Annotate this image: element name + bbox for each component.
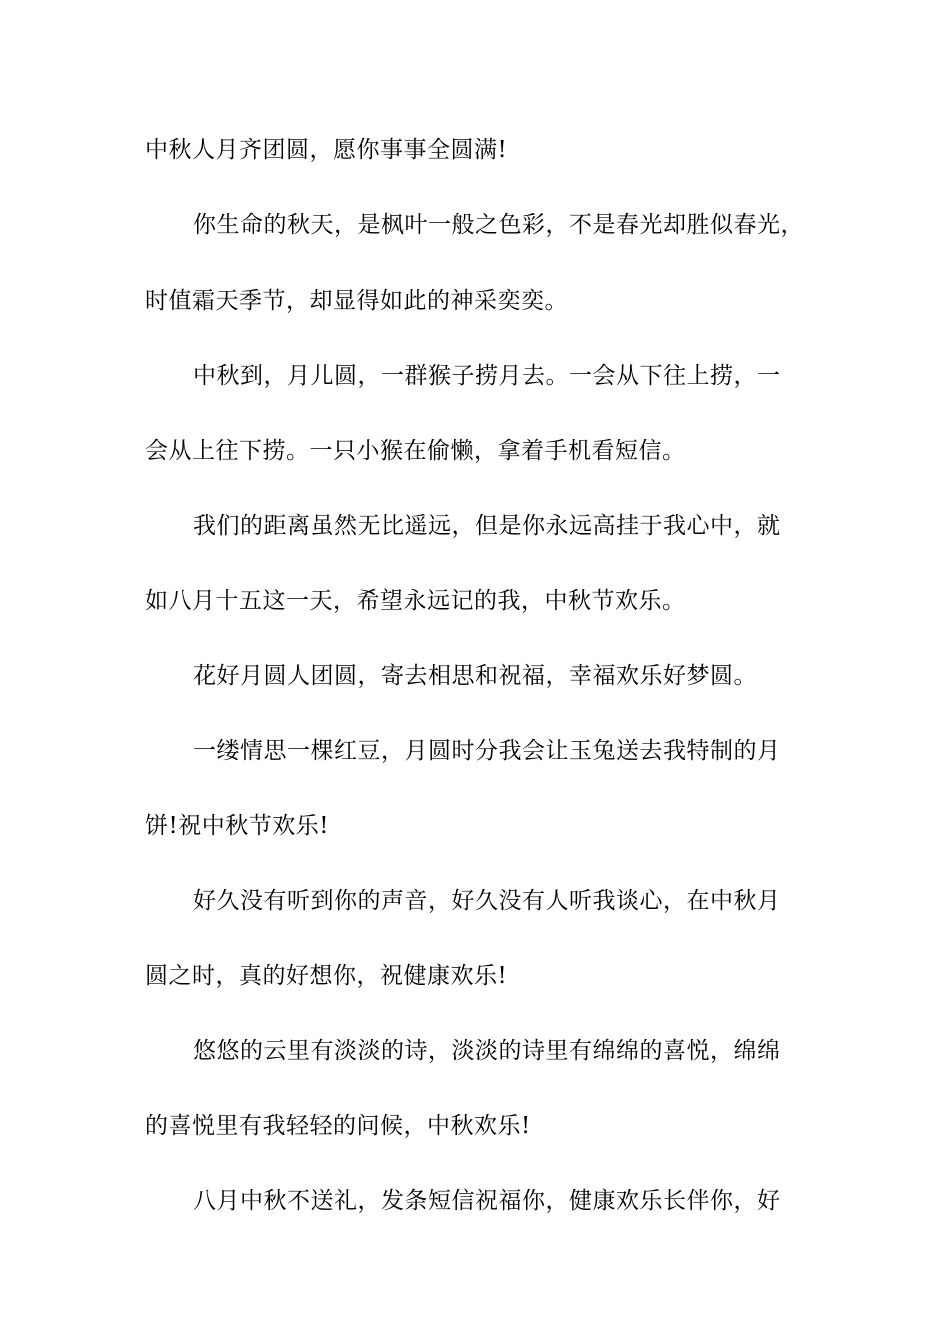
text-line: 如八月十五这一天，希望永远记的我，中秋节欢乐。 <box>145 588 686 614</box>
text-line: 时值霜天季节，却显得如此的神采奕奕。 <box>145 288 568 314</box>
text-line: 的喜悦里有我轻轻的问候，中秋欢乐! <box>145 1113 531 1139</box>
paragraph-start-line: 八月中秋不送礼，发条短信祝福你，健康欢乐长伴你，好 <box>193 1188 781 1214</box>
paragraph-start-line: 悠悠的云里有淡淡的诗，淡淡的诗里有绵绵的喜悦，绵绵 <box>193 1038 781 1064</box>
paragraph-start-line: 花好月圆人团圆，寄去相思和祝福，幸福欢乐好梦圆。 <box>193 663 757 689</box>
paragraph-start-line: 你生命的秋天，是枫叶一般之色彩，不是春光却胜似春光， <box>193 212 804 238</box>
paragraph-start-line: 一缕情思一棵红豆，月圆时分我会让玉兔送去我特制的月 <box>193 738 781 764</box>
text-line: 会从上往下捞。一只小猴在偷懒，拿着手机看短信。 <box>145 438 686 464</box>
text-line: 饼!祝中秋节欢乐! <box>145 813 329 839</box>
paragraph-start-line: 我们的距离虽然无比遥远，但是你永远高挂于我心中，就 <box>193 513 781 539</box>
paragraph-start-line: 中秋到，月儿圆，一群猴子捞月去。一会从下往上捞，一 <box>193 363 781 389</box>
paragraph-start-line: 好久没有听到你的声音，好久没有人听我谈心，在中秋月 <box>193 888 781 914</box>
text-line: 圆之时，真的好想你，祝健康欢乐! <box>145 963 508 989</box>
text-line: 中秋人月齐团圆，愿你事事全圆满! <box>145 137 508 163</box>
